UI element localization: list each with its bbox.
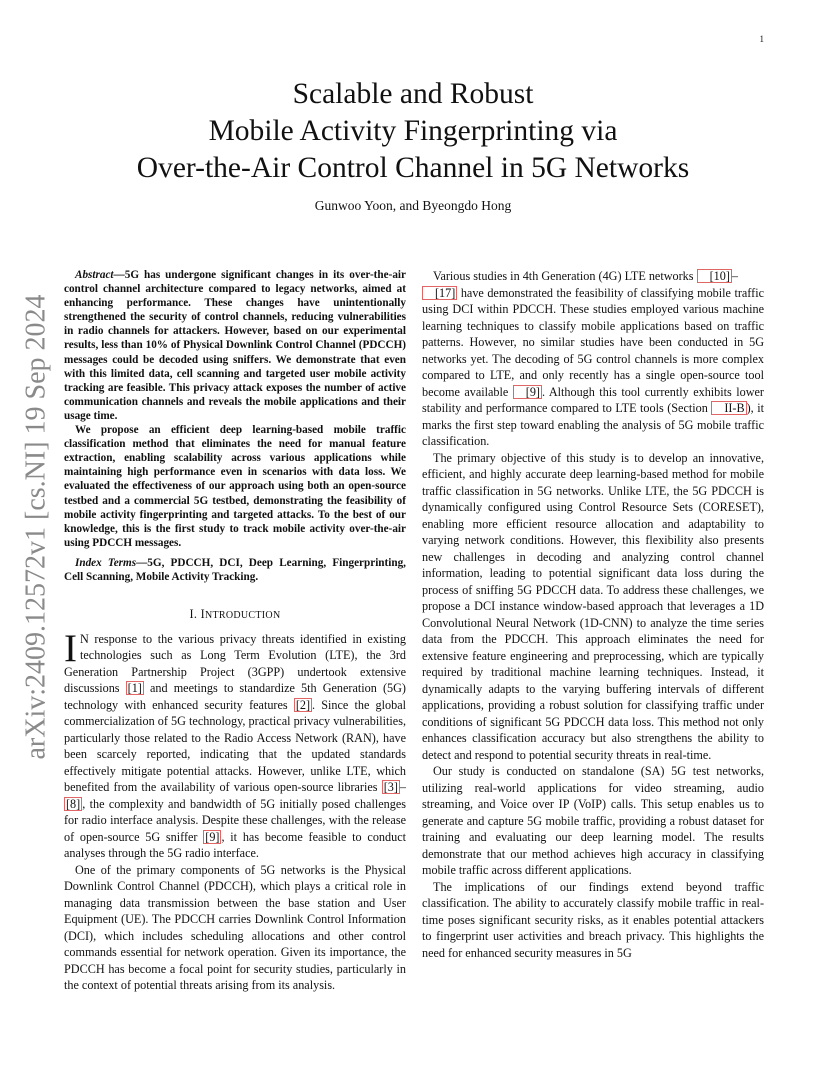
right-para-4: The implications of our findings extend beyond traffic classification. The ability to accurately classify mobile traffic in real-time poses significant security risks, as it enables potential attackers to fingerprint user activities and breach privacy. This highlights the need for enhanced security measures in 5G xyxy=(422,879,764,960)
citation-link-3[interactable]: [3] xyxy=(383,780,398,795)
arxiv-stamp-text: arXiv:2409.12572v1 [cs.NI] 19 Sep 2024 xyxy=(21,294,52,760)
section-ref-link[interactable]: II-B xyxy=(711,401,746,415)
citation-link-10[interactable]: [10] xyxy=(697,269,732,283)
abstract-label: Abstract xyxy=(75,269,114,281)
abstract xyxy=(64,268,406,584)
intro-para-1 xyxy=(64,626,406,862)
dropcap: I xyxy=(64,626,77,670)
citation-link-9b[interactable]: [9] xyxy=(513,385,542,399)
citation-dash-2: – xyxy=(731,269,738,283)
citation-link-17[interactable]: [17] xyxy=(422,286,457,300)
intro-p1-c: . Since the global commercialization of 5G technology, practical privacy vulnerabilities, particularly those related to the Radio Access Network (RAN), have been scarcely reported, indicating that the updated standards effectively mitigate potential attacks. However, unlike LTE, which benefited from the availability of various open-source libraries xyxy=(64,697,406,795)
section-heading-introduction xyxy=(64,606,406,625)
section-number: I. xyxy=(189,607,198,622)
title-line-2: Mobile Activity Fingerprinting via xyxy=(208,115,618,147)
intro-p1-a: N response to the various privacy threats identified in existing technologies such as Long Term Evolution (LTE), the 3rd Generation Partnership Project (3GPP) undertook extensive discussions xyxy=(64,631,406,696)
index-terms-text: 5G, PDCCH, DCI, Deep Learning, Fingerprinting, Cell Scanning, Mobile Activity Tracking. xyxy=(64,556,406,583)
title-line-1: Scalable and Robust xyxy=(292,78,534,110)
right-p1-a: Various studies in 4th Generation (4G) LTE networks xyxy=(433,269,697,283)
right-p1-c: . Although this tool currently exhibits lower stability and performance compared to LTE tools (Section xyxy=(422,384,764,415)
citation-link-8[interactable]: [8] xyxy=(66,796,81,811)
intro-para-2: One of the primary components of 5G networks is the Physical Downlink Control Channel (PDCCH), which plays a critical role in managing data transmission between the base station and User Equipment (UE). The PDCCH carries Downlink Control Information (DCI), which includes scheduling allocations and other control commands essential for network operation. Given its importance, the PDCCH has become a focal point for security studies, particularly in the context of potential threats arising from its analysis. xyxy=(64,862,406,993)
citation-link-1[interactable]: [1] xyxy=(127,681,142,696)
right-p1-b: have demonstrated the feasibility of classifying mobile traffic using DCI within PDCCH. These studies employed various machine learning techniques to classify mobile applications based on traffic patterns. However, no similar studies have been conducted in 5G networks yet. The decoding of 5G control channels is more complex compared to LTE, and only recently has a single open-source tool become available xyxy=(422,285,764,399)
paper-title xyxy=(80,76,746,187)
citation-link-9[interactable]: [9] xyxy=(205,829,220,844)
page-number: 1 xyxy=(759,34,764,44)
right-para-1 xyxy=(422,268,764,450)
index-terms-label: Index Terms xyxy=(75,556,137,569)
title-line-3: Over-the-Air Control Channel in 5G Networks xyxy=(136,152,690,184)
abstract-para-1: Abstract—5G has undergone significant changes in its over-the-air control channel architecture compared to legacy networks, aimed at enhancing performance. These changes have unintentionally strengthened the security of control channels, reducing vulnerabilities in radio channels for attackers. However, based on our experimental results, less than 10% of Physical Downlink Control Channel (PDCCH) messages could be decoded using sniffers. We demonstrate that even with this limited data, cell scanning and targeted user mobile activity tracking are feasible. This privacy attack exposes the number of active communication channels and reveals the mobile applications and their usage time. xyxy=(64,269,406,422)
abstract-para-2: We propose an efficient deep learning-based mobile traffic classification method that eliminates the need for manual feature extraction, enabling scalability across various applications while maintaining high performance even in scenarios with data loss. We evaluated the effectiveness of our approach using both an open-source testbed and a commercial 5G testbed, demonstrating the feasibility of mobile activity fingerprinting and targeted attacks. To the best of our knowledge, this is the first study to track mobile activity over-the-air using PDCCH messages. xyxy=(64,424,406,549)
abstract-text-1: 5G has undergone significant changes in its over-the-air control channel architecture compared to legacy networks, aimed at enhancing performance. These changes have unintentionally strengthened the security of control channels, reducing vulnerabilities in radio channels for attackers. However, based on our experimental results, less than 10% of Physical Downlink Control Channel (PDCCH) messages could be decoded using sniffers. We demonstrate that even with this limited data, cell scanning and targeted user mobile activity tracking are feasible. This privacy attack exposes the number of active communication channels and reveals the mobile applications and their usage time. xyxy=(64,269,406,422)
section-title-rest: NTRODUCTION xyxy=(204,610,281,622)
intro-p1-b: and meetings to standardize 5th Generation (5G) technology with enhanced security features xyxy=(64,681,406,712)
section-title-first: I xyxy=(200,607,205,622)
authors: Gunwoo Yoon, and Byeongdo Hong xyxy=(314,198,512,213)
intro-p1-e: , it has become feasible to conduct analyses through the 5G radio interface. xyxy=(64,829,406,861)
arxiv-stamp xyxy=(22,292,52,762)
right-para-2: The primary objective of this study is to develop an innovative, efficient, and highly accurate deep learning-based method for mobile traffic classification in 5G networks. Unlike LTE, the 5G PDCCH is dynamically configured using Control Resource Sets (CORESET), enabling more efficient resource allocation and adaptability to varying network conditions. However, this flexibility also presents new challenges in decoding and analyzing control channel information, leading to potential significant data loss during the process of sniffing 5G PDCCH data. To address these challenges, we propose a DCI instance window-based approach that leverages a 1D Convolutional Neural Network (1D-CNN) to analyze the time series data from the PDCCH. This approach eliminates the need for extensive feature engineering and preprocessing, which are typically required by traditional machine learning techniques. Instead, it dynamically adapts to the varying buffering intervals of different applications, providing a robust solution for classifying traffic under conditions of significant 5G PDCCH data loss. This method not only enhances classification accuracy but also strengthens the ability to detect and respond to potential security threats in real-time. xyxy=(422,450,764,762)
index-terms: Index Terms—5G, PDCCH, DCI, Deep Learning, Fingerprinting, Cell Scanning, Mobile Activity Tracking. xyxy=(64,556,406,583)
citation-link-2[interactable]: [2] xyxy=(295,697,311,712)
right-column xyxy=(422,268,764,961)
citation-dash-1: – xyxy=(399,780,406,795)
left-column xyxy=(64,268,406,994)
right-p1-d: ), it marks the first step toward enabling the analysis of 5G mobile traffic classification. xyxy=(422,401,764,448)
right-para-3: Our study is conducted on standalone (SA) 5G test networks, utilizing real-world applications for video streaming, audio streaming, and Voice over IP (VoIP) calls. This setup enables us to generate and capture 5G mobile traffic, providing a robust dataset for training and evaluating our deep learning model. The results demonstrate that our method achieves high accuracy in classifying mobile traffic across different applications. xyxy=(422,764,764,877)
intro-p1-d: , the complexity and bandwidth of 5G initially posed challenges for radio interface analysis. Despite these challenges, with the release of open-source 5G sniffer xyxy=(64,796,406,844)
